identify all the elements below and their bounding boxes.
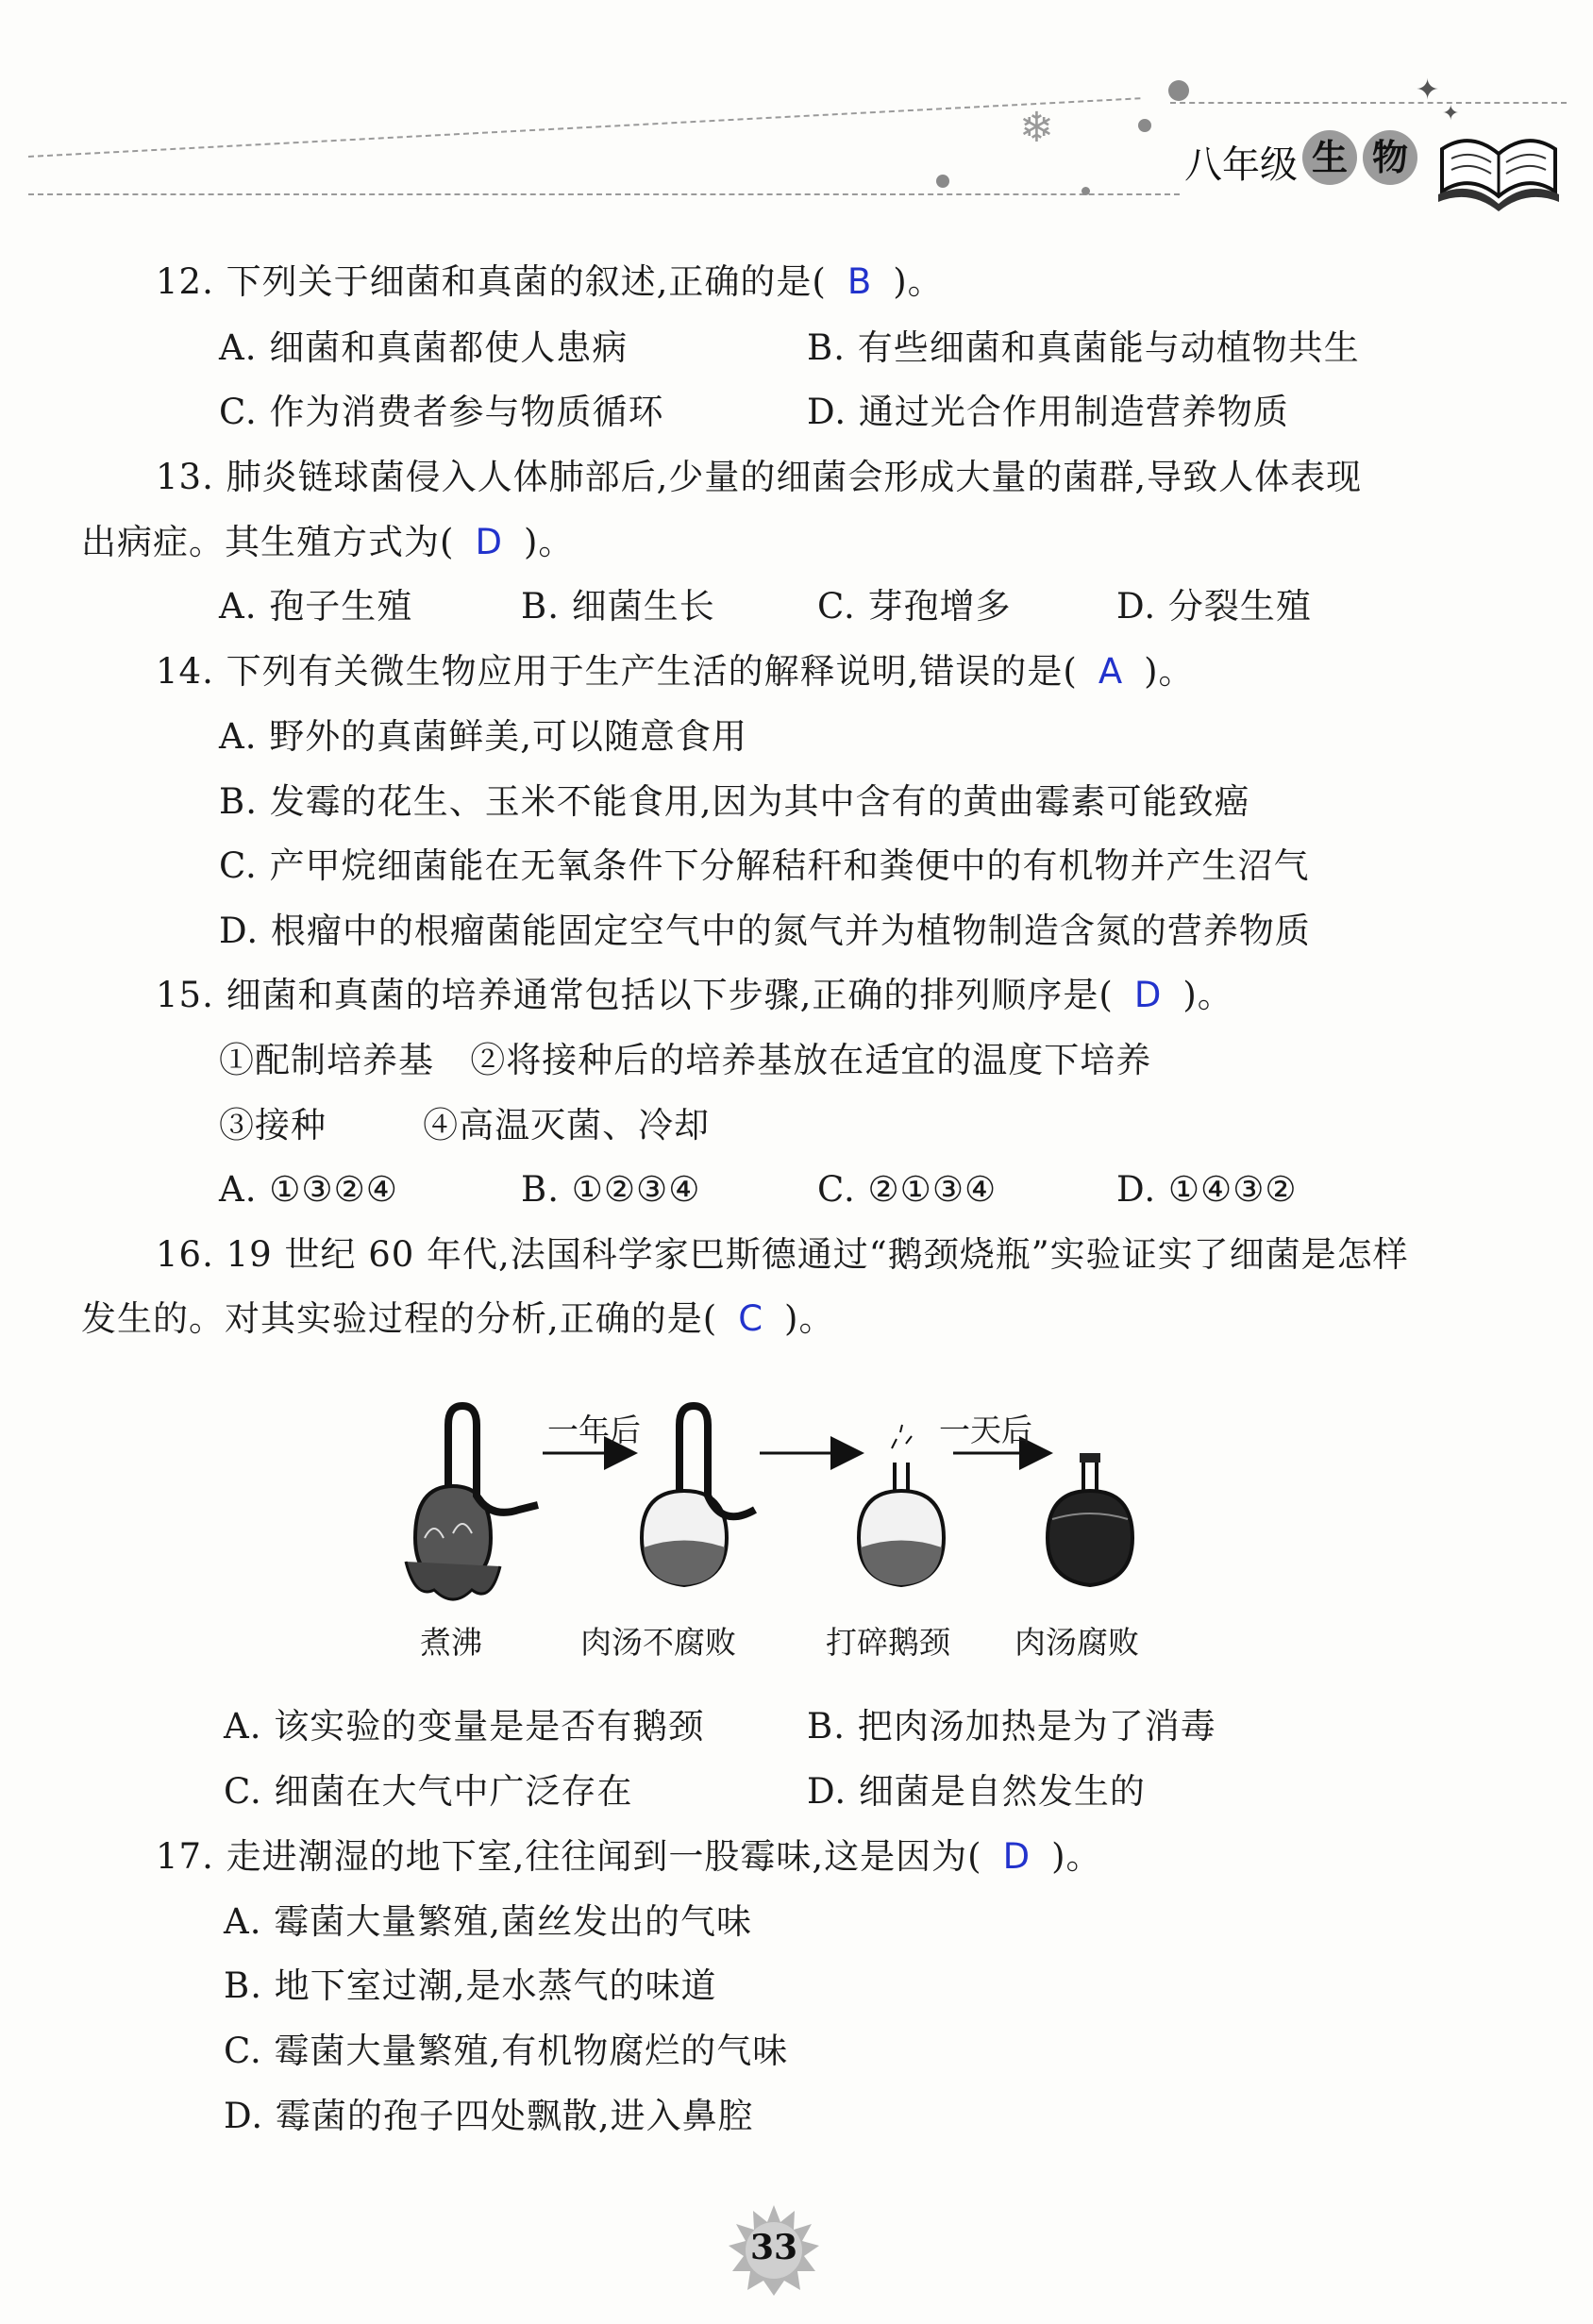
decor-dot <box>1138 119 1151 132</box>
answer-mark: D <box>1133 975 1163 1015</box>
answer-mark: D <box>475 522 503 562</box>
option-c: C. 作为消费者参与物质循环 <box>219 392 664 432</box>
flask-intact <box>642 1406 755 1585</box>
steps-line: ①配制培养基 ②将接种后的培养基放在适宜的温度下培养 <box>219 1040 1152 1080</box>
option-a: A. 细菌和真菌都使人患病 <box>219 327 629 368</box>
question-stem: 12. 下列关于细菌和真菌的叙述,正确的是( B )。 <box>156 261 944 302</box>
option-c: C. ②①③④ <box>817 1169 998 1210</box>
answer-mark: D <box>1002 1836 1031 1877</box>
option-c: C. 芽孢增多 <box>817 586 1012 627</box>
steps-line: ③接种 ④高温灭菌、冷却 <box>219 1105 711 1145</box>
book-icon <box>1433 121 1565 215</box>
caption-broken-neck: 打碎鹅颈 <box>826 1624 950 1661</box>
header-dashed-line <box>28 193 1180 195</box>
option-d: D. 通过光合作用制造营养物质 <box>807 392 1289 432</box>
swan-neck-flask-figure <box>396 1396 1246 1670</box>
caption-spoiled: 肉汤腐败 <box>1014 1624 1139 1661</box>
option-b: B. ①②③④ <box>521 1169 701 1210</box>
option-d: D. 细菌是自然发生的 <box>807 1771 1146 1812</box>
option-a: A. 该实验的变量是是否有鹅颈 <box>224 1706 705 1747</box>
option-b: B. 细菌生长 <box>521 586 715 627</box>
question-stem-cont: 出病症。其生殖方式为( D )。 <box>81 522 575 562</box>
option-a: A. 霉菌大量繁殖,菌丝发出的气味 <box>224 1901 753 1942</box>
option-d: D. ①④③② <box>1116 1169 1298 1210</box>
answer-mark: A <box>1098 651 1124 692</box>
header-dashed-line <box>1170 102 1567 104</box>
snowflake-icon: ❄ <box>1019 104 1054 152</box>
decor-dot <box>1168 80 1189 101</box>
option-d: D. 霉菌的孢子四处飘散,进入鼻腔 <box>224 2096 754 2136</box>
header-subject-char: 物 <box>1363 130 1417 185</box>
arrow-label-year: 一年后 <box>547 1412 641 1448</box>
question-stem: 15. 细菌和真菌的培养通常包括以下步骤,正确的排列顺序是( D )。 <box>156 975 1233 1015</box>
option-d: D. 分裂生殖 <box>1116 586 1312 627</box>
option-d: D. 根瘤中的根瘤菌能固定空气中的氮气并为植物制造含氮的营养物质 <box>219 911 1311 951</box>
sparkle-icon: ✦ <box>1416 74 1440 107</box>
option-a: A. ①③②④ <box>219 1169 398 1210</box>
header-subject-char: 生 <box>1302 130 1357 185</box>
option-b: B. 发霉的花生、玉米不能食用,因为其中含有的黄曲霉素可能致癌 <box>219 781 1250 822</box>
option-b: B. 地下室过潮,是水蒸气的味道 <box>224 1965 717 2006</box>
question-stem: 14. 下列有关微生物应用于生产生活的解释说明,错误的是( A )。 <box>156 651 1195 692</box>
flask-spoiled <box>1048 1453 1132 1585</box>
question-stem: 16. 19 世纪 60 年代,法国科学家巴斯德通过“鹅颈烧瓶”实验证实了细菌是怎样 <box>156 1234 1409 1275</box>
header-dashed-line <box>28 97 1140 158</box>
answer-mark: B <box>847 261 873 302</box>
page-number <box>727 2203 821 2298</box>
page-number-text: 33 <box>749 2228 798 2267</box>
option-b: B. 把肉汤加热是为了消毒 <box>807 1706 1216 1747</box>
flask-boiling <box>406 1406 538 1599</box>
option-c: C. 细菌在大气中广泛存在 <box>224 1771 633 1812</box>
header-grade: 八年级 <box>1184 143 1298 187</box>
option-a: A. 野外的真菌鲜美,可以随意食用 <box>219 716 748 757</box>
option-b: B. 有些细菌和真菌能与动植物共生 <box>807 327 1360 368</box>
option-c: C. 产甲烷细菌能在无氧条件下分解秸秆和粪便中的有机物并产生沼气 <box>219 845 1310 886</box>
question-stem: 13. 肺炎链球菌侵入人体肺部后,少量的细菌会形成大量的菌群,导致人体表现 <box>156 457 1363 497</box>
answer-mark: C <box>738 1298 764 1339</box>
decor-dot <box>936 175 949 188</box>
flask-broken-neck <box>859 1425 944 1585</box>
option-c: C. 霉菌大量繁殖,有机物腐烂的气味 <box>224 2031 789 2071</box>
flask-diagram <box>396 1396 1246 1604</box>
sparkle-icon: ✦ <box>1442 102 1460 125</box>
arrow-label-day: 一天后 <box>939 1412 1032 1448</box>
caption-not-spoiled: 肉汤不腐败 <box>580 1624 736 1661</box>
option-a: A. 孢子生殖 <box>219 586 413 627</box>
caption-boiling: 煮沸 <box>420 1624 482 1661</box>
question-stem-cont: 发生的。对其实验过程的分析,正确的是( C )。 <box>81 1298 835 1339</box>
question-stem: 17. 走进潮湿的地下室,往往闻到一股霉味,这是因为( D )。 <box>156 1836 1102 1877</box>
decor-dot <box>1082 187 1090 195</box>
